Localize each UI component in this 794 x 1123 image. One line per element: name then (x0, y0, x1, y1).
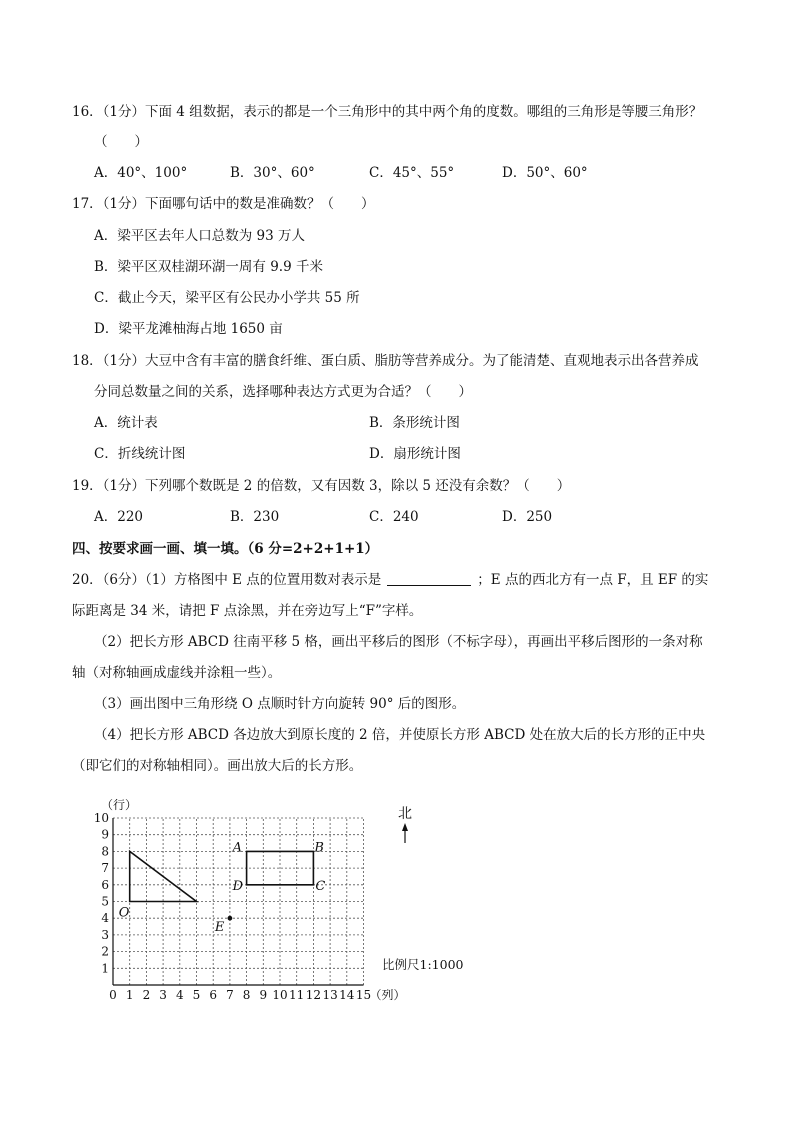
q16-option-b[interactable]: B．30°、60° (230, 165, 315, 181)
x-tick-label: 12 (305, 988, 322, 1002)
col-axis-label: （列） (369, 988, 406, 1002)
q18-stem-line1: 18．（1分）大豆中含有丰富的膳食纤维、蛋白质、脂肪等营养成分。为了能清楚、直观地表示出各营养成 (72, 353, 699, 369)
section-4-title: 四、按要求画一画、填一填。（6 分=2+2+1+1） (72, 541, 379, 557)
y-tick-label: 10 (93, 811, 109, 825)
x-tick-label: 3 (159, 988, 167, 1002)
label-o: O (118, 905, 130, 921)
x-tick-label: 9 (259, 988, 268, 1002)
x-tick-label: 15 (355, 988, 372, 1002)
x-tick-label: 14 (339, 988, 355, 1002)
label-b: B (314, 840, 324, 856)
y-tick-label: 7 (101, 861, 109, 876)
q20-part3: （3）画出图中三角形绕 O 点顺时针方向旋转 90° 后的图形。 (94, 696, 466, 712)
x-tick-label: 11 (289, 988, 305, 1002)
label-e: E (214, 920, 225, 936)
q19-option-b[interactable]: B．230 (230, 509, 280, 525)
q20-part1-lead: 20．（6分）（1）方格图中 E 点的位置用数对表示是 (72, 572, 382, 588)
north-arrow-head (402, 823, 408, 831)
q16-answer-paren[interactable]: （ ） (94, 134, 148, 150)
q18-option-c[interactable]: C．折线统计图 (94, 446, 186, 462)
q19-option-d[interactable]: D．250 (502, 509, 553, 525)
y-tick-label: 4 (101, 911, 109, 926)
q20-part2-line1: （2）把长方形 ABCD 往南平移 5 格，画出平移后的图形（不标字母），再画出平移后图形的一条对称 (94, 634, 703, 650)
x-tick-label: 8 (242, 988, 251, 1002)
q19-stem: 19．（1分）下列哪个数既是 2 的倍数，又有因数 3，除以 5 还没有余数？（ ） (72, 478, 571, 494)
y-tick-label: 9 (101, 827, 109, 842)
north-label: 北 (398, 806, 412, 822)
x-tick-label: 0 (109, 988, 117, 1002)
x-tick-label: 13 (322, 988, 338, 1002)
y-tick-label: 6 (101, 877, 109, 892)
x-tick-label: 10 (272, 988, 288, 1002)
y-tick-label: 3 (101, 927, 109, 942)
q17-option-d[interactable]: D．梁平龙滩柚海占地 1650 亩 (94, 321, 283, 337)
q17-option-a[interactable]: A．梁平区去年人口总数为 93 万人 (94, 228, 306, 244)
q16-stem: 16．（1分）下面 4 组数据，表示的都是一个三角形中的其中两个角的度数。哪组的三角形是等腰三角形？ (72, 104, 703, 120)
q20-part1-line2: 际距离是 34 米，请把 F 点涂黑，并在旁边写上“F”字样。 (72, 603, 423, 619)
label-c: C (315, 878, 326, 894)
q18-option-b[interactable]: B．条形统计图 (369, 415, 460, 431)
x-tick-label: 4 (175, 988, 184, 1002)
x-tick-label: 6 (209, 988, 218, 1002)
point-e-dot (228, 916, 233, 921)
q20-part4-line2: （即它们的对称轴相同）。画出放大后的长方形。 (72, 758, 363, 774)
y-tick-label: 1 (101, 961, 109, 976)
x-tick-label: 7 (226, 988, 234, 1002)
triangle-shape (130, 851, 197, 901)
q17-option-b[interactable]: B．梁平区双桂湖环湖一周有 9.9 千米 (94, 259, 323, 275)
q16-option-c[interactable]: C．45°、55° (369, 165, 455, 181)
y-tick-label: 2 (101, 944, 109, 959)
q17-option-c[interactable]: C．截止今天，梁平区有公民办小学共 55 所 (94, 290, 360, 306)
label-a: A (232, 840, 242, 856)
q18-option-d[interactable]: D．扇形统计图 (369, 446, 461, 462)
q20-part4-line1: （4）把长方形 ABCD 各边放大到原长度的 2 倍，并使原长方形 ABCD 处在放大后的长方形的正中央 (94, 727, 706, 743)
scale-label: 比例尺1:1000 (382, 957, 464, 972)
q17-stem: 17．（1分）下面哪句话中的数是准确数？（ ） (72, 196, 375, 212)
q18-option-a[interactable]: A．统计表 (94, 415, 158, 431)
q16-option-d[interactable]: D．50°、60° (502, 165, 588, 181)
x-tick-label: 1 (125, 988, 134, 1002)
q20-part2-line2: 轴（对称轴画成虚线并涂粗一些）。 (72, 665, 282, 681)
q19-option-c[interactable]: C．240 (369, 509, 419, 525)
q20-part1-tail: ；E 点的西北方有一点 F，且 EF 的实 (477, 572, 709, 588)
label-d: D (232, 878, 244, 894)
x-tick-label: 2 (142, 988, 151, 1002)
x-tick-label: 5 (192, 988, 201, 1002)
y-tick-label: 8 (101, 844, 109, 859)
q19-option-a[interactable]: A．220 (94, 509, 144, 525)
y-tick-label: 5 (101, 894, 109, 909)
row-axis-label: （行） (101, 798, 138, 812)
q18-stem-line2: 分同总数量之间的关系，选择哪种表达方式更为合适？（ ） (94, 384, 472, 400)
q16-option-a[interactable]: A．40°、100° (94, 165, 188, 181)
